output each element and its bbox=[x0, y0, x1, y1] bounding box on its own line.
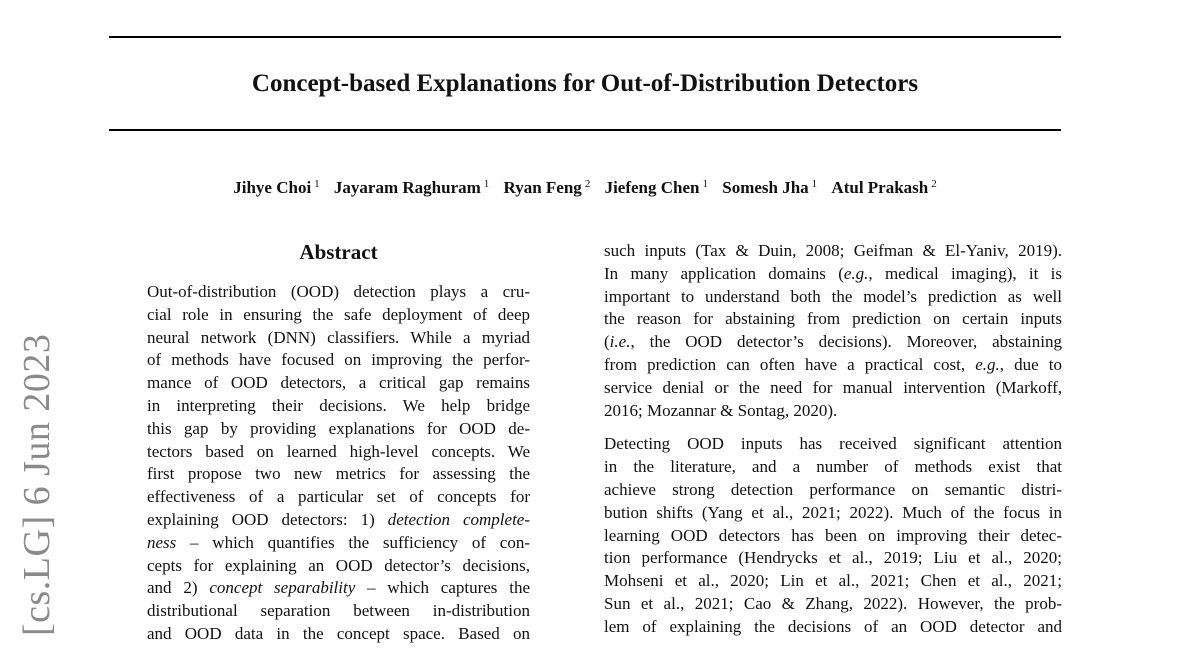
text-line: distributional separation between in-distribution bbox=[147, 601, 530, 621]
abstract-text bbox=[147, 281, 530, 646]
text-line: in the literature, and a number of methods exist that bbox=[604, 457, 1062, 477]
abstract-heading: Abstract bbox=[299, 240, 378, 264]
text-line: from prediction can often have a practical cost, e.g., due to bbox=[604, 354, 1062, 374]
text-line: explaining OOD detectors: 1) detection complete- bbox=[147, 509, 530, 529]
text-line: cepts for explaining an OOD detector’s decisions, bbox=[147, 555, 530, 575]
text-line: in interpreting their decisions. We help bridge bbox=[147, 395, 530, 415]
author: Jayaram Raghuram $^1$ bbox=[333, 178, 490, 197]
text-line: learning OOD detectors has been on improving their detec- bbox=[604, 525, 1062, 545]
author: Jihye Choi $^1$ bbox=[233, 178, 320, 197]
paragraph-gap bbox=[604, 422, 1062, 433]
text-line: achieve strong detection performance on semantic distri- bbox=[604, 479, 1062, 499]
text-line: tectors based on learned high-level concepts. We bbox=[147, 441, 530, 461]
text-line: cial role in ensuring the safe deployment of deep bbox=[147, 304, 530, 324]
text-line: and OOD data in the concept space. Based on bbox=[147, 623, 530, 643]
title-bottom-rule bbox=[109, 129, 1061, 131]
text-line: Mohseni et al., 2020; Lin et al., 2021; Chen et al., 2021; bbox=[604, 571, 1062, 591]
text-line: such inputs (Tax & Duin, 2008; Geifman & El-Yaniv, 2019). bbox=[604, 241, 1062, 260]
text-line: ness – which quantifies the sufficiency of con- bbox=[147, 532, 530, 552]
text-line: of methods have focused on improving the perfor- bbox=[147, 350, 530, 370]
text-line: lem of explaining the decisions of an OOD detector and bbox=[604, 616, 1062, 636]
text-line: mance of OOD detectors, a critical gap remains bbox=[147, 373, 530, 393]
paper-title: Concept-based Explanations for Out-of-Distribution Detectors bbox=[251, 70, 919, 97]
text-line: this gap by providing explanations for OOD de- bbox=[147, 418, 530, 438]
text-line: effectiveness of a particular set of concepts for bbox=[147, 487, 530, 507]
text-line: In many application domains (e.g., medical imaging), it is bbox=[604, 263, 1062, 283]
title-top-rule bbox=[109, 36, 1061, 38]
author: Atul Prakash $^2$ bbox=[831, 178, 937, 197]
text-line: the reason for abstaining from prediction on certain inputs bbox=[604, 309, 1062, 329]
author: Ryan Feng $^2$ bbox=[503, 178, 591, 197]
text-line: (i.e., the OOD detector’s decisions). Moreover, abstaining bbox=[604, 332, 1062, 352]
text-line: service denial or the need for manual intervention (Markoff, bbox=[604, 377, 1062, 397]
text-line: 2016; Mozannar & Sontag, 2020). bbox=[604, 400, 838, 420]
author-list bbox=[109, 172, 1061, 200]
text-line: neural network (DNN) classifiers. While a myriad bbox=[147, 327, 530, 347]
text-line: Sun et al., 2021; Cao & Zhang, 2022). However, the prob- bbox=[604, 593, 1062, 613]
text-line: Detecting OOD inputs has received significant attention bbox=[604, 434, 1062, 454]
text-line: bution shifts (Yang et al., 2021; 2022). Much of the focus in bbox=[604, 502, 1062, 522]
author: Somesh Jha $^1$ bbox=[722, 178, 818, 197]
text-line: first propose two new metrics for assessing the bbox=[147, 464, 530, 484]
text-line: and 2) concept separability – which captures the bbox=[147, 578, 531, 598]
body-text bbox=[604, 240, 1062, 639]
author: Jiefeng Chen $^1$ bbox=[604, 178, 708, 197]
text-line: important to understand both the model’s prediction as well bbox=[604, 286, 1062, 306]
text-line: Out-of-distribution (OOD) detection plays a cru- bbox=[147, 282, 530, 301]
text-line: tion performance (Hendrycks et al., 2019; Liu et al., 2020; bbox=[604, 548, 1062, 568]
arxiv-stamp: [cs.LG] 6 Jun 2023 bbox=[16, 333, 58, 636]
